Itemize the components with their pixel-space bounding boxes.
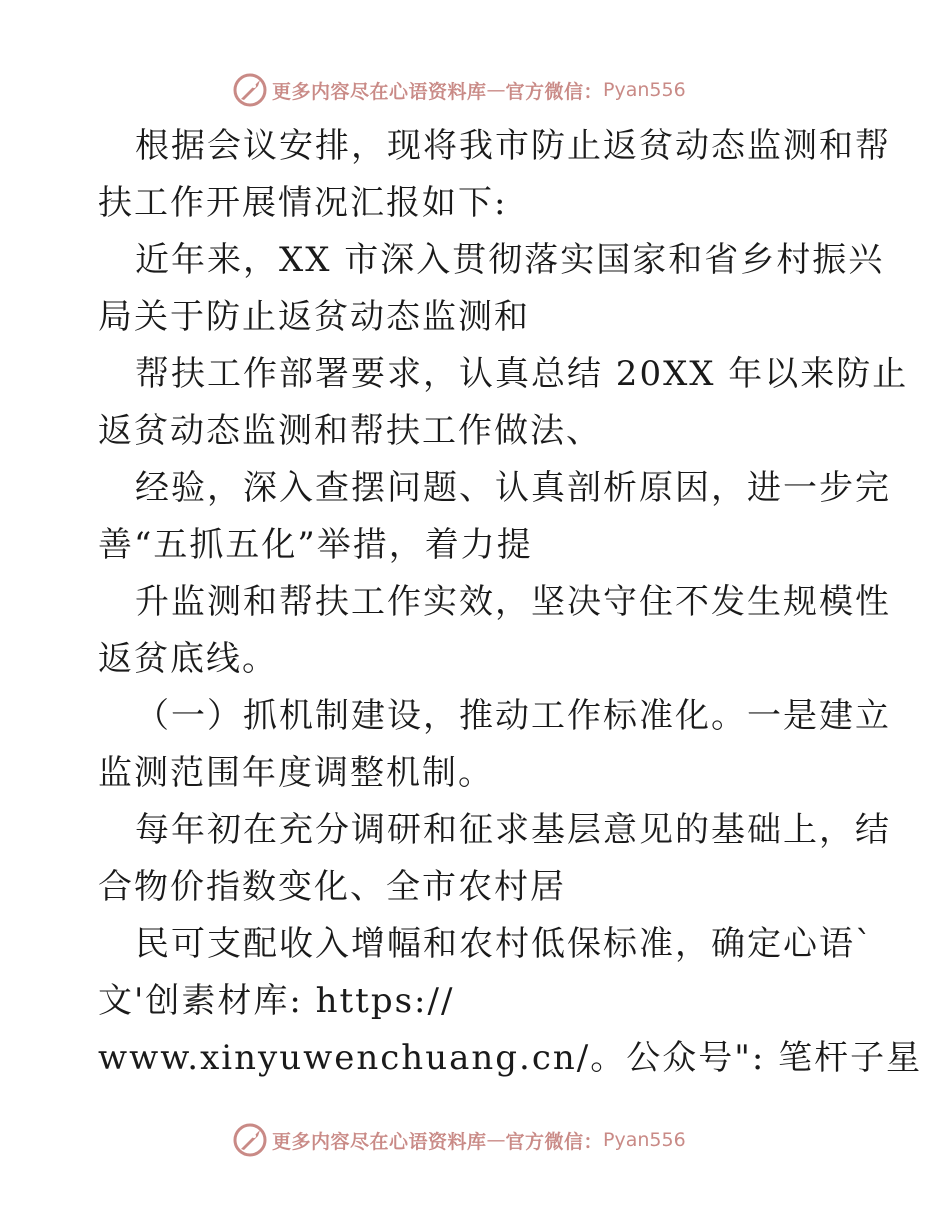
text-line: 根据会议安排，现将我市防止返贫动态监测和帮 bbox=[135, 126, 891, 166]
document-body bbox=[98, 118, 923, 1087]
text-line: 近年来，XX 市深入贯彻落实国家和省乡村振兴 bbox=[135, 240, 885, 280]
watermark-separator: — bbox=[486, 1129, 506, 1151]
text-line: 局关于防止返贫动态监测和 bbox=[98, 297, 530, 337]
watermark-contact-label: 官方微信： bbox=[505, 1130, 604, 1153]
text-line: 文'创素材库: https:// bbox=[98, 981, 455, 1021]
text-line: 返贫底线。 bbox=[98, 639, 278, 679]
pen-nib-logo-icon bbox=[232, 1122, 268, 1158]
text-line: （一）抓机制建设，推动工作标准化。一是建立 bbox=[135, 696, 891, 736]
text-line: 合物价指数变化、全市农村居 bbox=[98, 867, 566, 907]
watermark-contact-id: Pyan556 bbox=[603, 79, 686, 101]
text-line: 民可支配收入增幅和农村低保标准，确定心语` bbox=[135, 924, 874, 964]
watermark-text: 更多内容尽在心语资料库 bbox=[272, 80, 487, 103]
watermark-text: 更多内容尽在心语资料库 bbox=[272, 1130, 487, 1153]
watermark-contact-id: Pyan556 bbox=[603, 1129, 686, 1151]
watermark-separator: — bbox=[486, 79, 506, 101]
text-line: 扶工作开展情况汇报如下: bbox=[98, 183, 508, 223]
watermark-contact-label: 官方微信： bbox=[505, 80, 604, 103]
text-line: 升监测和帮扶工作实效，坚决守住不发生规模性 bbox=[135, 582, 891, 622]
text-line: 监测范围年度调整机制。 bbox=[98, 753, 494, 793]
footer-watermark bbox=[232, 1120, 686, 1160]
text-line: 每年初在充分调研和征求基层意见的基础上，结 bbox=[135, 810, 891, 850]
text-line: 经验，深入查摆问题、认真剖析原因，进一步完 bbox=[135, 468, 891, 508]
header-watermark bbox=[232, 70, 686, 110]
pen-nib-logo-icon bbox=[232, 72, 268, 108]
text-line: 返贫动态监测和帮扶工作做法、 bbox=[98, 411, 602, 451]
text-line: www.xinyuwenchuang.cn/。公众号": 笔杆子星 bbox=[98, 1038, 923, 1078]
text-line: 帮扶工作部署要求，认真总结 20XX 年以来防止 bbox=[135, 354, 909, 394]
text-line: 善“五抓五化”举措，着力提 bbox=[98, 525, 533, 565]
